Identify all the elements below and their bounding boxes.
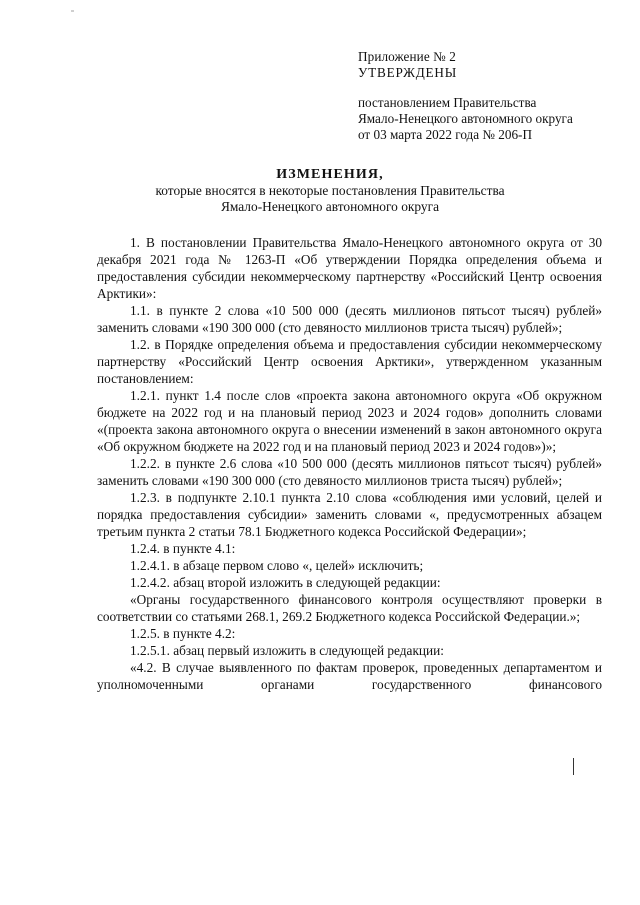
document-subtitle: которые вносятся в некоторые постановления Правительства — [155, 183, 505, 198]
document-subtitle: Ямало-Ненецкого автономного округа — [220, 199, 440, 214]
document-body — [97, 234, 602, 693]
paragraph: 1.2.5.1. абзац первый изложить в следующей редакции: — [130, 643, 444, 658]
document-title: ИЗМЕНЕНИЯ, — [276, 167, 384, 182]
margin-mark — [573, 758, 574, 775]
paragraph: 1.2.4.1. в абзаце первом слово «, целей» исключить; — [130, 558, 424, 573]
paragraph: 1.2. в Порядке определения объема и предоставления субсидии некоммерческому партнерству «Российский Центр освоения Арктики», утвержденном указанным постановлением: — [97, 337, 602, 386]
decree-line: Ямало-Ненецкого автономного округа — [358, 111, 573, 126]
scan-speck — [71, 10, 74, 12]
paragraph: «4.2. В случае выявленного по фактам проверок, проведенных департаментом и уполномоченными органами государственного финансового — [97, 660, 602, 692]
paragraph: 1.2.4.2. абзац второй изложить в следующей редакции: — [130, 575, 441, 590]
paragraph: 1.2.5. в пункте 4.2: — [130, 626, 236, 641]
approved-label: УТВЕРЖДЕНЫ — [358, 65, 458, 80]
paragraph: 1.2.4. в пункте 4.1: — [130, 541, 236, 556]
paragraph: 1.2.2. в пункте 2.6 слова «10 500 000 (десять миллионов пятьсот тысяч) рублей» заменить словами «190 300 000 (сто девяносто миллионов триста тысяч) рублей»; — [97, 456, 602, 488]
decree-line: от 03 марта 2022 года № 206-П — [358, 127, 532, 142]
appendix-number: Приложение № 2 — [358, 49, 456, 64]
paragraph: 1.1. в пункте 2 слова «10 500 000 (десять миллионов пятьсот тысяч) рублей» заменить словами «190 300 000 (сто девяносто миллионов триста тысяч) рублей»; — [97, 303, 602, 335]
paragraph: 1.2.1. пункт 1.4 после слов «проекта закона автономного округа «Об окружном бюджете на 2022 год и на плановый период 2023 и 2024 годов» дополнить словами «(проекта закона автономного округа о внесении изменений в закон автономного округа «Об окружном бюджете на 2022 год и на плановый период 2023 и 2024 годов»)»; — [97, 388, 602, 454]
paragraph: 1.2.3. в подпункте 2.10.1 пункта 2.10 слова «соблюдения ими условий, целей и порядка предоставления субсидии» заменить словами «, предусмотренных абзацем третьим пункта 2 статьи 78.1 Бюджетного кодекса Российской Федерации»; — [97, 490, 602, 539]
decree-line: постановлением Правительства — [358, 95, 537, 110]
paragraph: 1. В постановлении Правительства Ямало-Ненецкого автономного округа от 30 декабря 2021 года № 1263-П «Об утверждении Порядка определения объема и предоставления субсидии некоммерческому партнерству «Российский Центр освоения Арктики»: — [97, 235, 602, 301]
appendix-block — [358, 49, 628, 143]
paragraph: «Органы государственного финансового контроля осуществляют проверки в соответствии со статьями 268.1, 269.2 Бюджетного кодекса Российской Федерации.»; — [97, 592, 602, 624]
